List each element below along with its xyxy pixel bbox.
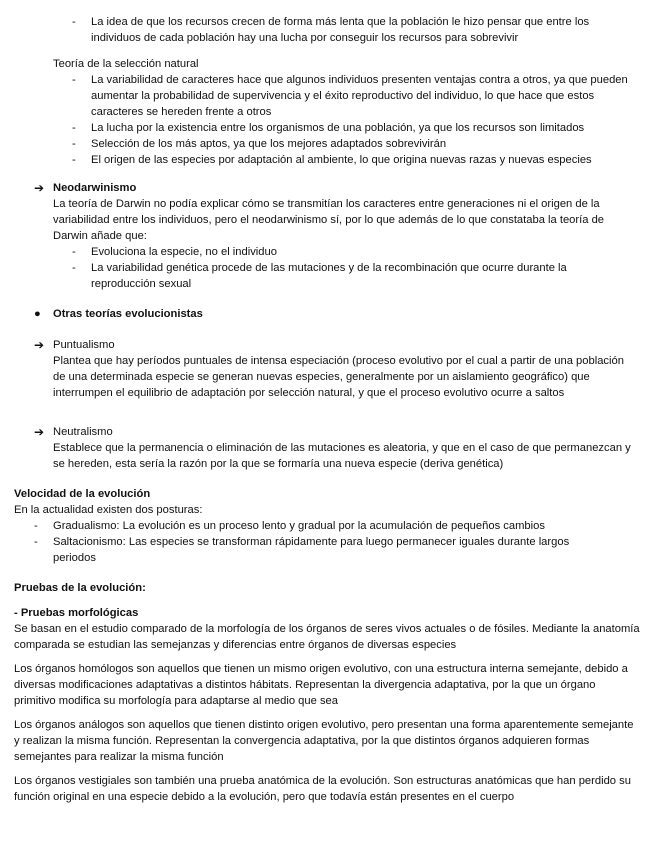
arrow-icon: ➔ [34,425,45,439]
list-item-text: Selección de los más aptos, ya que los mejores adaptados sobrevivirán [91,138,447,150]
seleccion-list [72,72,638,168]
section-title: Otras teorías evolucionistas [53,308,203,320]
pruebas-morfologicas-title [14,605,138,621]
subheading-seleccion: Teoría de la selección natural [53,58,199,70]
subsection-title: - Pruebas morfológicas [14,607,139,619]
section-title: Neodarwinismo [53,182,137,194]
list-item [72,120,638,136]
list-item-text: El origen de las especies por adaptación al ambiente, lo que origina nuevas razas y nuevas especies [91,154,592,166]
list-item [72,136,638,152]
section-title: Velocidad de la evolución [14,488,151,500]
neodarwinismo-list [72,244,632,292]
list-item-text: La variabilidad de caracteres hace que algunos individuos presenten ventajas contra a otros, ya que pueden aumentar la probabilidad de supervivencia y el éxito reproductivo del individuo, lo que hace que estos caracteres se hereden frente a otros [91,74,628,118]
list-item-text: Evoluciona la especie, no el individuo [91,246,277,258]
section-title: Pruebas de la evolución: [14,582,146,594]
velocidad-list [34,518,614,566]
list-dash: - [72,262,76,274]
section-puntualismo [34,337,634,401]
section-otras-teorias [34,306,634,322]
list-item-text: Saltacionismo: Las especies se transforman rápidamente para luego permanecer iguales durante largos periodos [53,536,570,564]
section-text: La teoría de Darwin no podía explicar cómo se transmitían los caracteres entre generaciones ni el origen de la variabilidad entre los individuos, pero el neodarwinismo sí, por lo que además de lo que constataba la teoría de Darwin añade que: [53,198,605,242]
list-item-text: Gradualismo: La evolución es un proceso lento y gradual por la acumulación de pequeños cambios [53,520,545,532]
section-text: Establece que la permanencia o eliminación de las mutaciones es aleatoria, y que en el caso de que permanezcan y se hereden, esta sería la razón por la que se formaría una nueva especie (deriva genética) [53,442,631,470]
list-item-text: La variabilidad genética procede de las mutaciones y de la recombinación que ocurre durante la reproducción sexual [91,262,567,290]
list-item-text: La lucha por la existencia entre los organismos de una población, ya que los recursos son limitados [91,122,585,134]
section-neodarwinismo [34,180,634,244]
bullet-icon: ● [34,308,41,320]
section-text: Plantea que hay períodos puntuales de intensa especiación (proceso evolutivo por el cual a partir de una población de una determinada especie se generan nuevas especies, generalmente por un aislamiento geográfico) que interrumpen el equilibrio de adaptación por selección natural, y que el proceso evolutivo ocurre a saltos [53,355,624,399]
section-title: Puntualismo [53,339,115,351]
list-dash: - [72,138,76,150]
section-velocidad [14,486,634,518]
list-item [34,518,614,534]
list-item [72,72,638,120]
list-item [72,244,632,260]
section-intro: En la actualidad existen dos posturas: [14,504,203,516]
paragraph: Se basan en el estudio comparado de la morfología de los órganos de seres vivos actuales o de fósiles. Mediante la anatomía comparada se estudian las semejanzas y diferencias entre órganos de diversas especies [14,623,640,651]
list-item [34,534,614,566]
list-dash: - [72,154,76,166]
list-item-text: La idea de que los recursos crecen de forma más lenta que la población le hizo pensar que entre los individuos de cada población hay una lucha por conseguir los recursos para sobrevivir [91,16,590,44]
paragraph: Los órganos vestigiales son también una prueba anatómica de la evolución. Son estructuras anatómicas que han perdido su función original en una especie debido a la evolución, pero que todavía están presentes en el cuerpo [14,775,631,803]
section-pruebas-title [14,580,146,596]
list-dash: - [72,122,76,134]
list-dash: - [72,246,76,258]
paragraph: Los órganos homólogos son aquellos que tienen un mismo origen evolutivo, con una estructura interna semejante, debido a diversas modificaciones adaptativas a distintos hábitats. Representan la divergencia adaptativa, por la que un órgano primitivo modifica su morfología para adaptarse al medio que sea [14,663,628,707]
paragraph: Los órganos análogos son aquellos que tienen distinto origen evolutivo, pero presentan una forma aparentemente semejante y realizan la misma función. Representan la convergencia adaptativa, por la que distintos órganos adquieren formas semejantes para realizar la misma función [14,719,634,763]
list-dash: - [34,536,38,548]
list-dash: - [72,74,76,86]
arrow-icon: ➔ [34,338,45,352]
section-title: Neutralismo [53,426,113,438]
list-item [72,260,632,292]
section-neutralismo [34,424,634,472]
list-item [72,152,638,168]
list-dash: - [72,16,76,28]
list-item [72,14,632,46]
arrow-icon: ➔ [34,181,45,195]
list-dash: - [34,520,38,532]
